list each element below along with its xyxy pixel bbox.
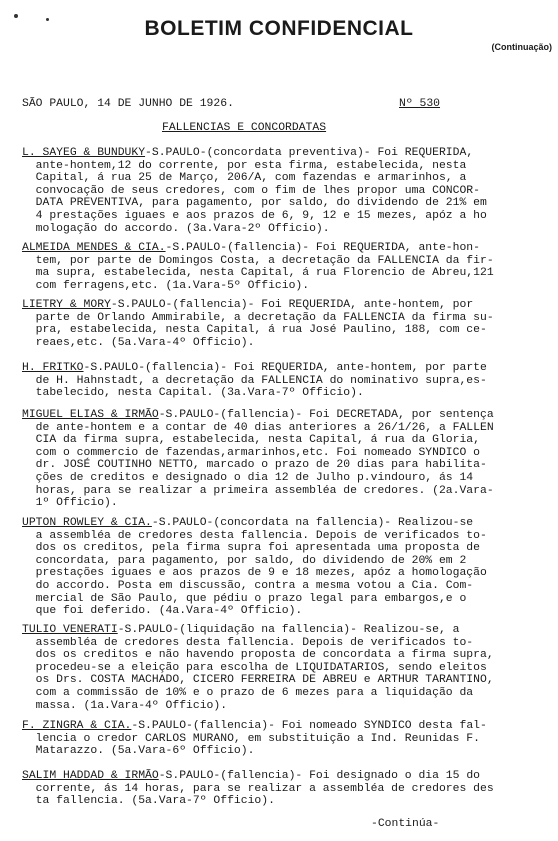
entry-line: parte de Orlando Ammirabile, a decretação da FALLENCIA da firma su- — [22, 311, 494, 324]
entry-line: dos os creditos e não havendo proposta de concordata a firma supra, — [22, 649, 494, 662]
entry-line: lencia o credor CARLOS MURANO, em substituição a Ind. Reunidas F. — [22, 732, 480, 745]
entry-line: Capital, á rua 25 de Março, 206/A, com fazendas e armarinhos, a — [22, 172, 467, 185]
entry-almeida-mendes — [22, 242, 552, 292]
entry-line: de H. Hahnstadt, a decretação da FALLENCIA do nominativo supra,es- — [22, 374, 487, 387]
entry-line: -S.PAULO-(concordata na fallencia)- Realizou-se — [151, 517, 474, 529]
entry-upton-rowley — [22, 517, 552, 618]
entry-line: ções de creditos e designado o dia 12 de Julho p.vindouro, ás 14 — [22, 471, 474, 484]
section-heading: FALLENCIAS E CONCORDATAS — [162, 122, 327, 134]
entry-line: massa. (1a.Vara-4º Officio). — [22, 699, 228, 712]
entry-line: a assembléa de credores desta fallencia. Depois de verificados to- — [22, 529, 487, 542]
entry-line: com a commissão de 10% e o prazo de 6 mezes para a liquidação da — [22, 686, 474, 699]
entry-line: assembléa de credores desta fallencia. Depois de verificados to- — [22, 636, 474, 649]
entry-line: ante-hontem,12 do corrente, por esta firma, estabelecida, nesta — [22, 159, 467, 172]
entry-firm-name: MIGUEL ELIAS & IRMÃO — [22, 409, 159, 421]
entry-line: 4 prestações iguaes e aos prazos de 6, 9, 12 e 15 mezes, apóz a ho — [22, 209, 487, 222]
entry-firm-name: TULIO VENERATI — [22, 624, 118, 636]
issue-number: Nº 530 — [399, 98, 441, 110]
entry-firm-name: F. ZINGRA & CIA. — [22, 720, 132, 732]
entry-f-zingra — [22, 720, 552, 758]
entry-firm-name: H. FRITKO — [22, 362, 84, 374]
entry-line: ta fallencia. (5a.Vara-7º Officio). — [22, 795, 275, 808]
entry-line: os Drs. COSTA MACHADO, CICERO FERREIRA DE ABREU e ARTHUR TARANTINO, — [22, 674, 494, 687]
entry-line: mercial de São Paulo, que pédiu o prazo legal para embargos,e o — [22, 592, 467, 605]
entry-sayeg-bunduky — [22, 147, 552, 235]
entry-line: que foi deferido. (4a.Vara-4º Officio). — [22, 605, 303, 618]
entry-firm-name: L. SAYEG & BUNDUKY — [22, 147, 146, 159]
continuation-label: (Continuação) — [491, 42, 552, 52]
entry-line: tem, por parte de Domingos Costa, a decretação da FALLENCIA da fir- — [22, 254, 494, 267]
entry-line: 1º Officio). — [22, 497, 118, 510]
entry-line: dr. JOSÉ COUTINHO NETTO, marcado o prazo de 20 dias para habilita- — [22, 459, 487, 472]
entry-salim-haddad — [22, 770, 552, 808]
dateline: SÃO PAULO, 14 DE JUNHO DE 1926. — [22, 98, 234, 110]
entry-line: -S.PAULO-(fallencia)- Foi designado o dia 15 do — [158, 770, 480, 782]
entry-line: -S.PAULO-(fallencia)- Foi nomeado SYNDICO desta fal- — [131, 720, 487, 732]
entry-h-fritko — [22, 362, 552, 400]
entry-line: -S.PAULO-(fallencia)- Foi DECRETADA, por sentença — [158, 409, 494, 421]
entry-firm-name: LIETRY & MORY — [22, 299, 111, 311]
entry-line: -S.PAULO-(fallencia)- Foi REQUERIDA, ante-hon- — [165, 242, 480, 254]
entry-line: convocação de seus credores, com o fim de lhes propor uma CONCOR- — [22, 184, 480, 197]
entry-line: mologação do accordo. (3a.Vara-2º Officio). — [22, 222, 330, 235]
entry-line: -S.PAULO-(liquidação na fallencia)- Realizou-se, a — [117, 624, 460, 636]
entry-line: de ante-hontem e a contar de 40 dias anteriores a 26/1/26, a FALLEN — [22, 421, 494, 434]
entry-line: com o commercio de fazendas,armarinhos,etc. Foi nomeado SYNDICO o — [22, 446, 480, 459]
entry-miguel-elias — [22, 409, 552, 510]
entry-line: pra, estabelecida, nesta Capital, á rua José Paulino, 188, com ce- — [22, 324, 487, 337]
entry-line: horas, para se realizar a primeira assembléa de credores. (2a.Vara- — [22, 484, 494, 497]
bulletin-title: BOLETIM CONFIDENCIAL — [144, 17, 414, 40]
entry-line: -S.PAULO-(fallencia)- Foi REQUERIDA, ante-hontem, por — [110, 299, 474, 311]
entry-firm-name: ALMEIDA MENDES & CIA. — [22, 242, 166, 254]
entry-line: corrente, ás 14 horas, para se realizar a assembléa de credores des — [22, 782, 494, 795]
entry-line: -S.PAULO-(concordata preventiva)- Foi REQUERIDA, — [145, 147, 474, 159]
entry-tulio-venerati — [22, 624, 552, 712]
entry-firm-name: UPTON ROWLEY & CIA. — [22, 517, 152, 529]
entry-line: com ferragens,etc. (1a.Vara-5º Officio). — [22, 279, 310, 292]
entry-line: prestações iguaes e aos prazos de 9 e 18 mezes, apóz a homologação — [22, 567, 487, 580]
entry-lietry-mory — [22, 299, 552, 349]
entry-line: do accordo. Posta em discussão, contra a mesma votou a Cia. Com- — [22, 579, 474, 592]
entry-line: Matarazzo. (5a.Vara-6º Officio). — [22, 745, 255, 758]
continues-marker: -Continúa- — [371, 818, 440, 830]
entry-line: DATA PREVENTIVA, para pagamento, por saldo, do dividendo de 21% em — [22, 197, 487, 210]
entry-firm-name: SALIM HADDAD & IRMÃO — [22, 770, 159, 782]
entry-line: concordata, para pagamento, por saldo, do dividendo de 20% em 2 — [22, 554, 467, 567]
entry-line: dos os creditos, pela firma supra foi apresentada uma proposta de — [22, 542, 480, 555]
entry-line: procedeu-se a eleição para escolha de LIQUIDATARIOS, sendo eleitos — [22, 661, 487, 674]
entry-line: tabelecido, nesta Capital. (3a.Vara-7º Officio). — [22, 387, 364, 400]
entry-line: ma supra, estabelecida, nesta Capital, á rua Florencio de Abreu,121 — [22, 267, 494, 280]
entry-line: -S.PAULO-(fallencia)- Foi REQUERIDA, ante-hontem, por parte — [83, 362, 487, 374]
entry-line: CIA da firma supra, estabelecida, nesta Capital, á rua da Gloria, — [22, 434, 480, 447]
entry-line: reaes,etc. (5a.Vara-4º Officio). — [22, 336, 255, 349]
